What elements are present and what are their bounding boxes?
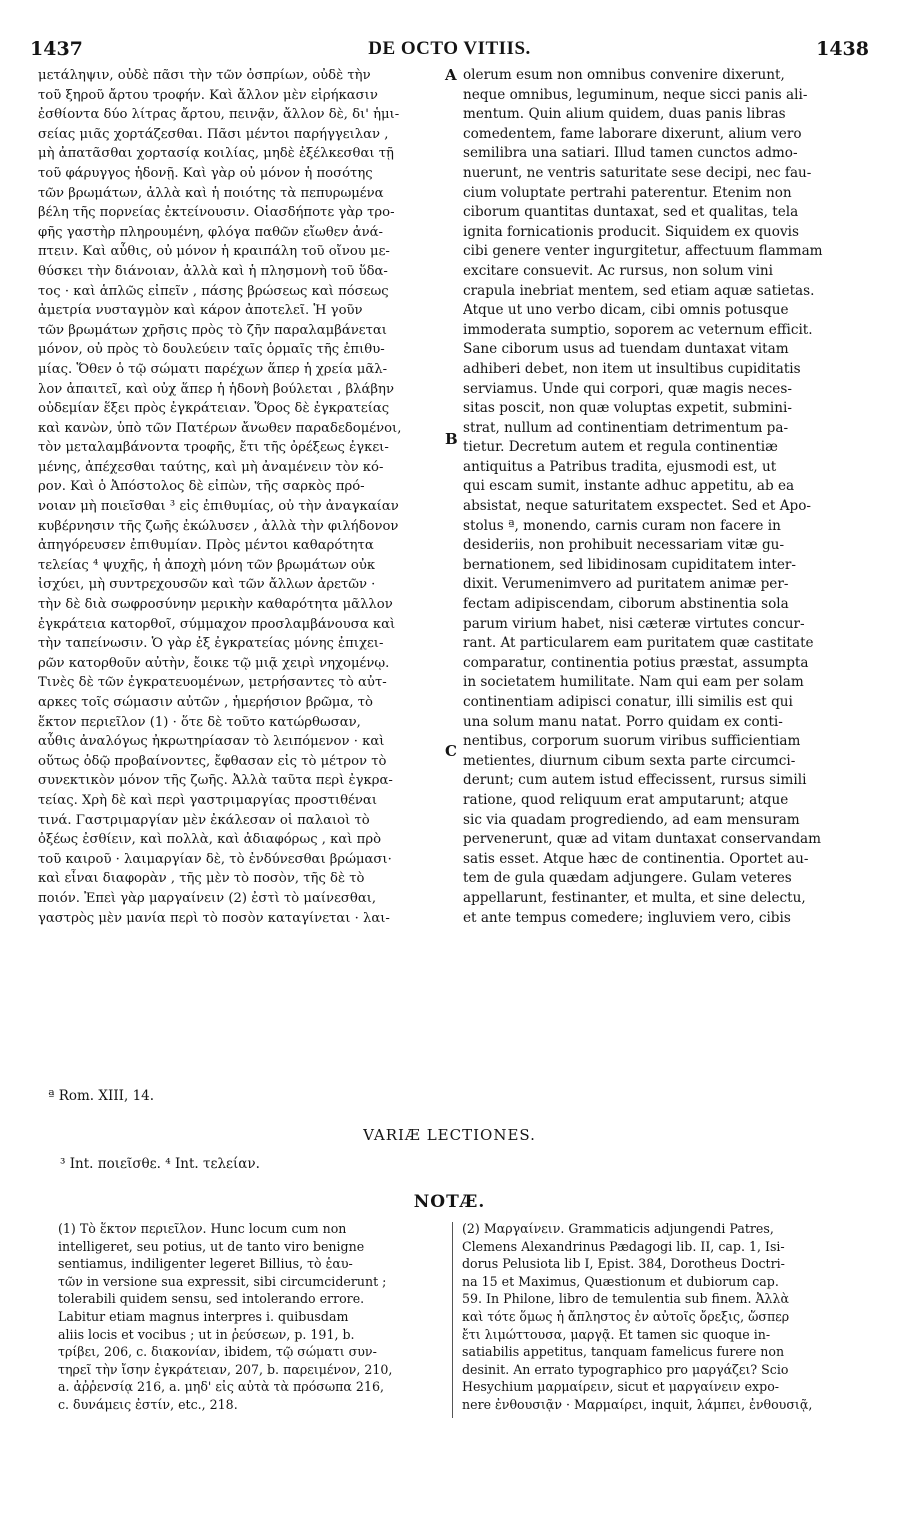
latin-text-line: tem de gula quædam adjungere. Gulam veteres [463,870,792,887]
latin-text-line: pervenerunt, quæ ad vitam duntaxat conservandam [463,831,822,848]
latin-text-line: semilibra una satiari. Illud tamen cunctos admo- [463,145,798,162]
latin-text-line: ciborum quantitas duntaxat, sed et qualitas, tela [463,204,799,221]
section-marker-b: B [445,430,458,448]
variae-lectiones-title: VARIÆ LECTIONES. [363,1126,536,1144]
note-line: καὶ τότε ὅμως ἡ ἄπληστος ἐν αὐτοῖς ὄρεξις, ὥσπερ [462,1308,790,1324]
note-line: na 15 et Maximus, Quæstionum et dubiorum cap. [462,1273,779,1289]
latin-text-line: olerum esum non omnibus convenire dixerunt, [463,67,785,83]
greek-text-line: τελείας ⁴ ψυχῆς, ἡ ἀποχὴ μόνη τῶν βρωμάτων οὐκ [38,557,376,573]
latin-text-line: strat, nullum ad continentiam detrimentum pa- [463,419,789,436]
greek-text-line: αὖθις ἀναλόγως ἠκρωτηρίασαν τὸ λειπόμενον · καὶ [38,734,385,750]
greek-text-line: πτειν. Καὶ αὖθις, οὐ μόνον ἡ κραιπάλη τοῦ οἴνου με- [38,244,390,260]
latin-text-line: et ante tempus comedere; ingluviem vero, cibis [463,909,791,926]
greek-text-line: τοῦ καιροῦ · λαιμαργίαν δὲ, τὸ ἐνδύνεσθαι βρώμασι· [38,851,392,867]
greek-text-line: νοιαν μὴ ποιεῖσθαι ³ εἰς ἐπιθυμίας, οὐ τὴν ἀναγκαίαν [38,499,399,515]
latin-text-line: excitare consuevit. Ac rursus, non solum vini [463,262,774,279]
latin-text-line: desideriis, non prohibuit necessariam vitæ gu- [463,537,785,554]
note-line: (1) Τὸ ἕκτον περιεῖλον. Hunc locum cum non [58,1221,347,1236]
latin-text-line: neque omnibus, leguminum, neque sicci panis ali- [463,86,808,103]
latin-text-line: crapula inebriat mentem, sed etiam aquæ satietas. [463,282,815,299]
latin-text-line: cibi genere venter ingurgitetur, affectuum flammam [463,243,823,260]
greek-text-line: οὐδεμίαν ἕξει πρὸς ἐγκράτειαν. Ὅρος δὲ ἐγκρατείας [38,401,390,417]
latin-text-line: fectam adipiscendam, ciborum abstinentia sola [463,596,789,613]
latin-text-line: ignita fornicationis producit. Siquidem ex quovis [463,223,799,240]
latin-text-line: nentibus, corporum suorum viribus sufficientiam [463,733,801,750]
greek-text-line: γαστρὸς μὲν μανία περὶ τὸ ποσὸν καταγίνεται · λαι- [38,910,390,926]
greek-column [38,66,436,928]
greek-text-line: ἐσθίοντα δύο λίτρας ἄρτου, πεινᾷν, ἄλλον δὲ, δι' ἡμι- [38,107,400,123]
greek-text-line: κυβέρνησιν τῆς ζωῆς ἐκώλυσεν , ἀλλὰ τὴν φιλήδονον [38,518,399,534]
latin-text-line: Sane ciborum usus ad tuendam duntaxat vitam [463,341,789,358]
latin-text-line: qui escam sumit, instante adhuc appetitu, ab ea [463,478,795,495]
note-line: dorus Pelusiota lib I, Epist. 384, Dorotheus Doctri- [462,1256,785,1272]
note-line: 59. In Philone, libro de temulentia sub finem. Ἀλλὰ [462,1291,790,1307]
note-line: (2) Μαργαίνειν. Grammaticis adjungendi Patres, [462,1221,774,1236]
column-divider [452,1222,453,1418]
greek-text-line: τὴν δὲ διὰ σωφροσύνην μερικὴν καθαρότητα μᾶλλον [38,597,393,613]
greek-text-line: μετάληψιν, οὐδὲ πᾶσι τὴν τῶν ὀσπρίων, οὐδὲ τὴν [38,68,371,83]
greek-text-line: καὶ κανὼν, ὑπὸ τῶν Πατέρων ἄνωθεν παραδεδομένοι, [38,420,402,436]
greek-text-line: σείας μιᾶς χορτάζεσθαι. Πᾶσι μέντοι παρήγγειλαν , [38,126,389,142]
greek-text-line: τοῦ ξηροῦ ἄρτου τροφήν. Καὶ ἄλλον μὲν εἰρήκασιν [38,87,378,103]
greek-text-line: τὴν ταπείνωσιν. Ὁ γὰρ ἐξ ἐγκρατείας μόνης ἐπιχει- [38,636,384,652]
latin-text-line: serviamus. Unde qui corpori, quæ magis neces- [463,380,792,397]
latin-text-line: tietur. Decretum autem et regula continentiæ [463,439,778,456]
latin-column [463,66,869,928]
greek-text-line: τὸν μεταλαμβάνοντα τροφῆς, ἔτι τῆς ὀρέξεως ἐγκει- [38,440,389,456]
greek-text-line: τος · καὶ ἁπλῶς εἰπεῖν , πάσης βρώσεως καὶ πόσεως [38,283,389,299]
note-line: desinit. An errato typographico pro μαργάζει? Scio [462,1361,789,1377]
note-line: c. δυνάμεις ἐστίν, etc., 218. [58,1396,238,1412]
latin-text-line: una solum manu natat. Porro quidam ex conti- [463,713,783,730]
greek-text-line: ἀπηγόρευσεν ἐπιθυμίαν. Πρὸς μέντοι καθαρότητα [38,538,374,554]
note-line: sentiamus, indiligenter legeret Billius, τὸ ἑαυ- [58,1256,353,1272]
latin-text-line: adhiberi debet, non item ut insultibus cupiditatis [463,360,801,377]
note-line: satiabilis appetitus, tanquam famelicus furere non [462,1344,785,1360]
latin-text-line: stolus ª, monendo, carnis curam non facere in [463,517,781,534]
latin-text-line: sitas poscit, non quæ voluptas expetit, submini- [463,400,792,417]
greek-text-line: λον ἀπαιτεῖ, καὶ οὐχ ἅπερ ἡ ἡδονὴ βούλεται , βλάβην [38,381,394,397]
greek-text-line: μένης, ἀπέχεσθαι ταύτης, καὶ μὴ ἀναμένειν τὸν κό- [38,459,384,475]
greek-text-line: ὀξέως ἐσθίειν, καὶ πολλὰ, καὶ ἀδιαφόρως , καὶ πρὸ [38,832,382,848]
notae-title: NOTÆ. [413,1192,486,1212]
latin-text-line: comparatur, continentia potius præstat, assumpta [463,654,809,671]
greek-text-line: βέλη τῆς πορνείας ἐκτείνουσιν. Οἱασδήποτε γὰρ τρο- [38,205,395,221]
greek-text-line: τοῦ φάρυγγος ἡδονῇ. Καὶ γὰρ οὐ μόνον ἡ ποσότης [38,165,373,181]
note-line: τῶν in versione sua expressit, sibi circumciderunt ; [58,1273,387,1289]
section-marker-c: C [445,742,457,760]
note-line: aliis locis et vocibus ; ut in ῥεύσεων, p. 191, b. [58,1326,355,1342]
note-line: τρίβει, 206, c. διακονίαν, ibidem, τῷ σώματι συν- [58,1344,377,1360]
greek-text-line: ρον. Καὶ ὁ Ἀπόστολος δὲ εἰπὼν, τῆς σαρκὸς πρό- [38,479,365,495]
latin-text-line: absistat, neque saturitatem exspectet. Sed et Apo- [463,498,811,515]
latin-text-line: metientes, diurnum cibum sexta parte circumci- [463,752,796,769]
greek-text-line: ἐγκράτεια κατορθοῖ, σύμμαχον προσλαμβάνουσα καὶ [38,616,396,632]
right-page-number: 1438 [816,38,869,60]
greek-text-line: μόνον, οὐ πρὸς τὸ δουλεύειν ταῖς ὁρμαῖς τῆς ἐπιθυ- [38,342,385,358]
greek-text-line: οὕτως ὁδῷ προβαίνοντες, ἔφθασαν εἰς τὸ μέτρον τὸ [38,753,387,769]
latin-text-line: parum virium habet, nisi cæteræ virtutes concur- [463,615,805,632]
latin-text-line: in societatem humilitate. Nam qui eam per solam [463,674,804,691]
latin-text-line: rant. At particularem eam puritatem quæ castitate [463,635,814,652]
greek-text-line: Τινὲς δὲ τῶν ἐγκρατευομένων, μετρήσαντες τὸ αὐτ- [38,675,387,691]
note-line: nere ἐνθουσιᾷν · Μαρμαίρει, inquit, λάμπει, ἐνθουσιᾷ, [462,1396,813,1412]
greek-text-line: συνεκτικὸν μόνον τῆς ζωῆς. Ἀλλὰ ταῦτα περὶ ἐγκρα- [38,773,393,789]
note-line: Clemens Alexandrinus Pædagogi lib. II, cap. 1, Isi- [462,1238,785,1254]
latin-text-line: nuerunt, ne ventris saturitate sese decipi, nec fau- [463,164,812,181]
section-marker-a: A [445,66,457,84]
latin-text-line: cium voluptate pertrahi paterentur. Etenim non [463,184,792,201]
latin-text-line: mentum. Quin alium quidem, duas panis libras [463,106,786,123]
note-line: intelligeret, seu potius, ut de tanto viro benigne [58,1238,365,1254]
greek-text-line: ρῶν κατορθοῦν αὐτὴν, ἔοικε τῷ μιᾷ χειρὶ νηχομένῳ. [38,655,390,671]
greek-text-line: τῶν βρωμάτων χρῆσις πρὸς τὸ ζῆν παραλαμβάνεται [38,322,387,338]
notae-right-column [462,1220,870,1414]
greek-text-line: τινά. Γαστριμαργίαν μὲν ἐκάλεσαν οἱ παλαιοὶ τὸ [38,812,370,828]
latin-text-line: satis esset. Atque hæc de continentia. Oportet au- [463,850,809,867]
greek-text-line: ἕκτον περιεῖλον (1) · ὅτε δὲ τοῦτο κατώρθωσαν, [38,714,361,730]
greek-text-line: μὴ ἀπατᾶσθαι χορτασίᾳ κοιλίας, μηδὲ ἐξέλκεσθαι τῇ [38,146,394,162]
running-title: DE OCTO VITIIS. [368,38,531,59]
greek-text-line: μίας. Ὅθεν ὁ τῷ σώματι παρέχων ἅπερ ἡ χρεία μᾶλ- [38,361,388,377]
note-line: τηρεῖ τὴν ἴσην ἐγκράτειαν, 207, b. παρειμένον, 210, [58,1361,393,1377]
note-line: ἔτι λιμώττουσα, μαργᾷ. Et tamen sic quoque in- [462,1326,771,1342]
page-header [30,38,869,64]
latin-text-line: comedentem, fame laborare dixerunt, alium vero [463,125,802,142]
greek-text-line: καὶ εἶναι διαφορὰν , τῆς μὲν τὸ ποσὸν, τῆς δὲ τὸ [38,871,365,887]
latin-text-line: derunt; cum autem istud effecissent, rursus simili [463,772,807,789]
note-line: Labitur etiam magnus interpres i. quibusdam [58,1308,349,1324]
note-line: tolerabili quidem sensu, sed intolerando errore. [58,1291,365,1307]
latin-text-line: Atque ut uno verbo dicam, cibi omnis potusque [463,302,789,319]
note-line: Hesychium μαρμαίρειν, sicut et μαργαίνειν expo- [462,1379,780,1395]
greek-text-line: τῶν βρωμάτων, ἀλλὰ καὶ ἡ ποιότης τὰ πεπυρωμένα [38,185,384,201]
latin-text-line: bernationem, sed libidinosam cupiditatem inter- [463,556,796,573]
greek-text-line: ποιόν. Ἐπεὶ γὰρ μαργαίνειν (2) ἐστὶ τὸ μαίνεσθαι, [38,890,377,906]
greek-text-line: θύσκει τὴν διάνοιαν, ἀλλὰ καὶ ἡ πλησμονὴ τοῦ ὕδα- [38,263,388,279]
greek-text-line: φῆς γαστὴρ πληρουμένη, φλόγα παθῶν εἴωθεν ἀνά- [38,224,383,240]
left-page-number: 1437 [30,38,83,60]
greek-text-line: ἰσχύει, μὴ συντρεχουσῶν καὶ τῶν ἄλλων ἀρετῶν · [38,577,376,593]
latin-text-line: ratione, quod reliquum erat amputarunt; atque [463,791,789,808]
latin-text-line: antiquitus a Patribus tradita, ejusmodi est, ut [463,458,777,475]
variae-lectiones-text: ³ Int. ποιεῖσθε. ⁴ Int. τελείαν. [60,1156,260,1172]
latin-text-line: immoderata sumptio, soporem ac veternum efficit. [463,321,813,338]
greek-text-line: τείας. Χρὴ δὲ καὶ περὶ γαστριμαργίας προστιθέναι [38,792,378,808]
latin-text-line: sic via quadam progrediendo, ad eam mensuram [463,811,800,828]
note-line: a. ἀῤῥενσίᾳ 216, a. μηδ' εἰς αὐτὰ τὰ πρόσωπα 216, [58,1379,384,1395]
greek-text-line: ἀμετρία νυσταγμὸν καὶ κάρον ἀποτελεῖ. Ἡ γοῦν [38,303,363,319]
notae-left-column [58,1220,446,1414]
footnote: ª Rom. XIII, 14. [48,1088,155,1104]
latin-text-line: continentiam adipisci conatur, illi similis est qui [463,694,793,710]
latin-text-line: dixit. Verumenimvero ad puritatem animæ per- [463,576,789,593]
greek-text-line: αρκες τοῖς σώμασιν αὐτῶν , ἡμερήσιον βρῶμα, τὸ [38,695,373,710]
latin-text-line: appellarunt, festinanter, et multa, et sine delectu, [463,889,806,906]
